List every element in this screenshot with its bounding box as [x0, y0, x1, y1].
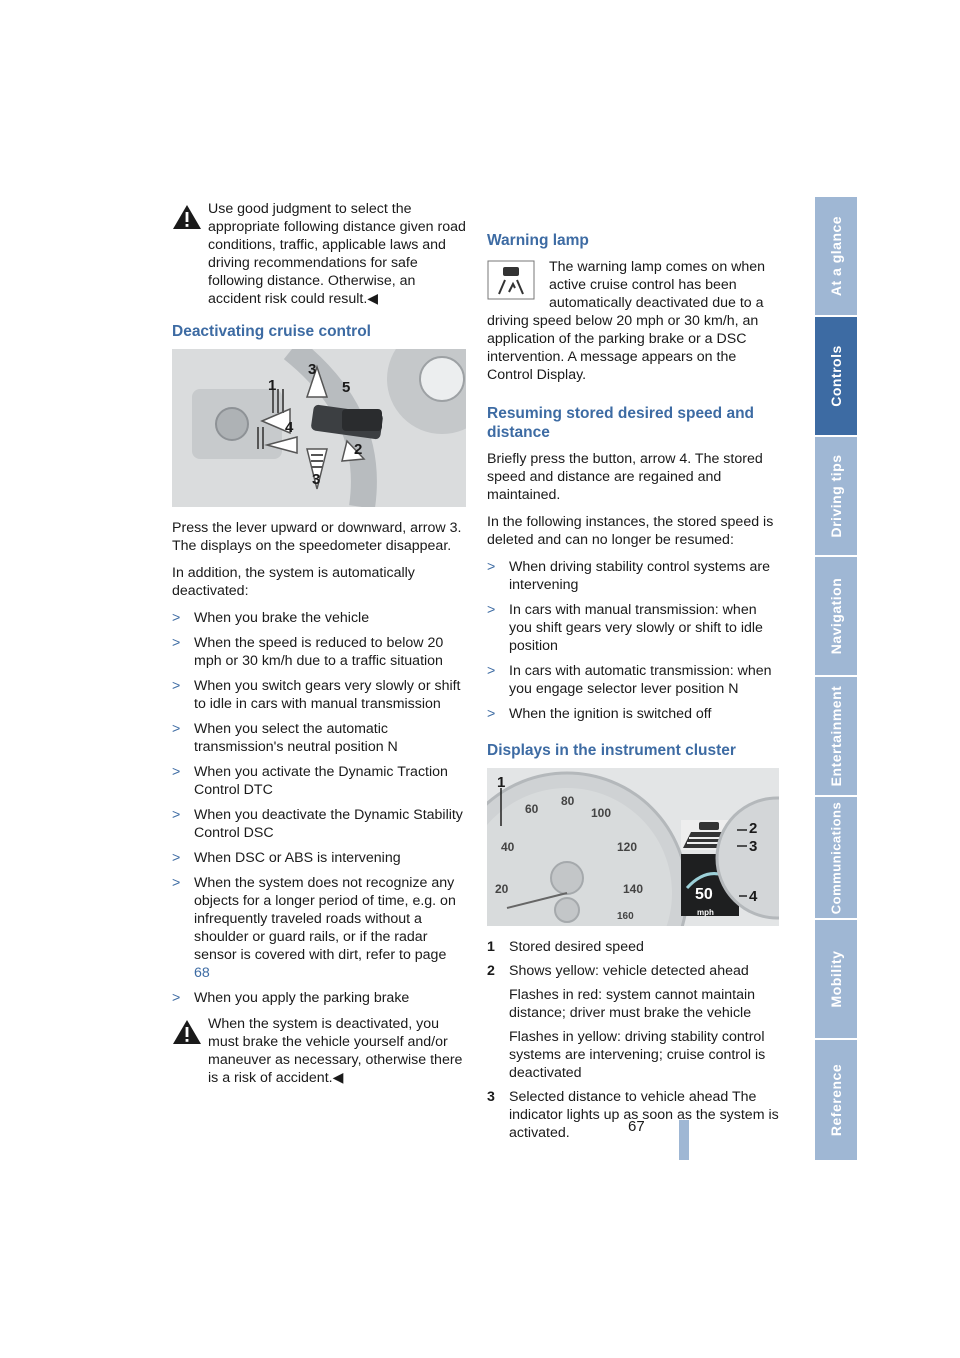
bullet-marker: >: [172, 721, 181, 737]
speed-tick-label: 160: [617, 911, 634, 922]
tab-label: Navigation: [828, 577, 844, 655]
bullet-marker: >: [172, 764, 181, 780]
warning-lamp-block: [487, 258, 779, 384]
paragraph: In addition, the system is automatically deactivated:: [172, 565, 415, 599]
warning-triangle-icon: [172, 204, 202, 230]
heading-resuming: Resuming stored desired speed and distance: [487, 405, 755, 441]
legend-list: [487, 938, 779, 1142]
tab-at-a-glance[interactable]: [815, 197, 857, 315]
figure-label: 5: [342, 379, 351, 396]
list-item-text: When you deactivate the Dynamic Stability Control DSC: [194, 807, 463, 841]
tab-communications[interactable]: [815, 797, 857, 918]
list-item-text: When driving stability control systems are intervening: [509, 559, 770, 593]
bullet-marker: >: [172, 850, 181, 866]
item-number: 2: [487, 963, 495, 979]
deactivation-list: [172, 609, 466, 1007]
bullet-marker: >: [172, 678, 181, 694]
lever-figure: [172, 349, 466, 507]
warning-triangle-icon: [172, 1019, 202, 1045]
tab-entertainment[interactable]: [815, 677, 857, 795]
item-subtext: Flashes in yellow: driving stability control systems are intervening; cruise control is deactivated: [509, 1029, 766, 1081]
list-item: [487, 705, 779, 723]
bullet-marker: >: [487, 602, 496, 618]
bullet-marker: >: [172, 990, 181, 1006]
resume-list: [487, 558, 779, 723]
page-number: 67: [628, 1118, 645, 1135]
warning-note: [172, 1015, 466, 1087]
list-item: [172, 989, 466, 1007]
list-item: [487, 662, 779, 698]
speed-tick-label: 60: [525, 802, 539, 816]
display-speed-unit: mph: [697, 908, 714, 917]
list-item-text: In cars with automatic transmission: when you engage selector lever position N: [509, 663, 772, 697]
list-item-text: When you apply the parking brake: [194, 990, 410, 1006]
figure-label: 4: [749, 888, 758, 905]
figure-label: 4: [285, 419, 294, 436]
list-item-text: When you select the automatic transmission's neutral position N: [194, 721, 398, 755]
speed-tick-label: 120: [617, 840, 638, 854]
cruise-warning-lamp-icon: [487, 260, 535, 300]
heading-displays: Displays in the instrument cluster: [487, 742, 736, 759]
tab-label: Driving tips: [828, 454, 844, 538]
speed-tick-label: 100: [591, 806, 612, 820]
tab-navigation[interactable]: [815, 557, 857, 675]
bullet-marker: >: [172, 635, 181, 651]
bullet-marker: >: [172, 610, 181, 626]
item-text: Selected distance to vehicle ahead The indicator lights up as soon as the system is activated.: [509, 1089, 779, 1141]
figure-label: 1: [497, 774, 506, 791]
speed-tick-label: 80: [561, 794, 575, 808]
warning-lamp-text: The warning lamp comes on when active cruise control has been automatically deactivated due to a driving speed below 20 mph or 30 km/h, an application of the parking brake or a DSC intervention. A message appears on the Control Display.: [487, 259, 766, 383]
list-item-text: When the system does not recognize any objects for a longer period of time, e.g. on infrequently traveled roads without a shoulder or guard rails, or if the radar sensor is covered with dirt, refer to page: [194, 875, 456, 963]
figure-label: 3: [308, 361, 317, 378]
item-number: 1: [487, 939, 495, 955]
list-item: [172, 874, 466, 982]
display-speed-value: 50: [695, 886, 713, 903]
warning-text: Use good judgment to select the appropriate following distance given road conditions, traffic, applicable laws and driving recommendations for safe following distance. Otherwise, an accident risk could result.◀: [208, 201, 466, 307]
tab-label: Entertainment: [828, 685, 844, 787]
figure-label: 1: [268, 377, 277, 394]
tab-reference[interactable]: [815, 1040, 857, 1160]
right-column: [487, 225, 779, 1148]
list-item: [172, 609, 466, 627]
tab-label: At a glance: [828, 215, 844, 297]
list-item-text: In cars with manual transmission: when you shift gears very slowly or shift to idle position: [509, 602, 763, 654]
item-text: Shows yellow: vehicle detected ahead: [509, 963, 749, 979]
tab-label: Communications: [828, 801, 844, 914]
heading-deactivating-cruise-control: Deactivating cruise control: [172, 323, 371, 340]
list-item-text: When the speed is reduced to below 20 mph or 30 km/h due to a traffic situation: [194, 635, 444, 669]
tab-label: Mobility: [828, 950, 844, 1008]
list-item-text: When you brake the vehicle: [194, 610, 370, 626]
side-tab-navigation: [815, 197, 857, 1160]
list-item-text: When you switch gears very slowly or shift to idle in cars with manual transmission: [194, 678, 461, 712]
warning-note: [172, 200, 466, 308]
instrument-cluster-figure: [487, 768, 779, 926]
list-item: [172, 720, 466, 756]
figure-label: 2: [749, 820, 758, 837]
figure-label: 3: [749, 838, 758, 855]
paragraph: In the following instances, the stored speed is deleted and can no longer be resumed:: [487, 514, 774, 548]
item-text: Stored desired speed: [509, 939, 644, 955]
speed-tick-label: 20: [495, 882, 509, 896]
bullet-marker: >: [487, 663, 496, 679]
warning-text: When the system is deactivated, you must brake the vehicle yourself and/or maneuver as necessary, otherwise there is a risk of accident.◀: [208, 1016, 463, 1086]
tab-driving-tips[interactable]: [815, 437, 857, 555]
paragraph: Briefly press the button, arrow 4. The stored speed and distance are regained and maintained.: [487, 451, 763, 503]
list-item: [172, 849, 466, 867]
list-item: [487, 938, 779, 956]
speed-tick-label: 140: [623, 882, 644, 896]
bullet-marker: >: [487, 559, 496, 575]
tab-label: Controls: [828, 345, 844, 407]
tab-controls[interactable]: [815, 317, 857, 435]
list-item: [487, 558, 779, 594]
list-item: [172, 806, 466, 842]
page-link[interactable]: 68: [194, 965, 210, 981]
bullet-marker: >: [172, 807, 181, 823]
paragraph: Press the lever upward or downward, arrow 3. The displays on the speedometer disappear.: [172, 520, 462, 554]
list-item: [487, 601, 779, 655]
list-item: [172, 634, 466, 670]
left-column: [172, 200, 466, 1096]
list-item: [172, 763, 466, 799]
item-subtext: Flashes in red: system cannot maintain distance; driver must brake the vehicle: [509, 987, 756, 1021]
figure-label: 3: [312, 471, 321, 488]
list-item-text: When DSC or ABS is intervening: [194, 850, 401, 866]
list-item: [172, 677, 466, 713]
bullet-marker: >: [487, 706, 496, 722]
bullet-marker: >: [172, 875, 181, 891]
tab-mobility[interactable]: [815, 920, 857, 1038]
speed-tick-label: 40: [501, 840, 515, 854]
list-item-text: When the ignition is switched off: [509, 706, 712, 722]
list-item: [487, 1088, 779, 1142]
list-item: [487, 962, 779, 1082]
figure-label: 2: [354, 441, 363, 458]
tab-label: Reference: [828, 1063, 844, 1137]
heading-warning-lamp: Warning lamp: [487, 232, 589, 249]
list-item-text: When you activate the Dynamic Traction Control DTC: [194, 764, 448, 798]
item-number: 3: [487, 1089, 495, 1105]
